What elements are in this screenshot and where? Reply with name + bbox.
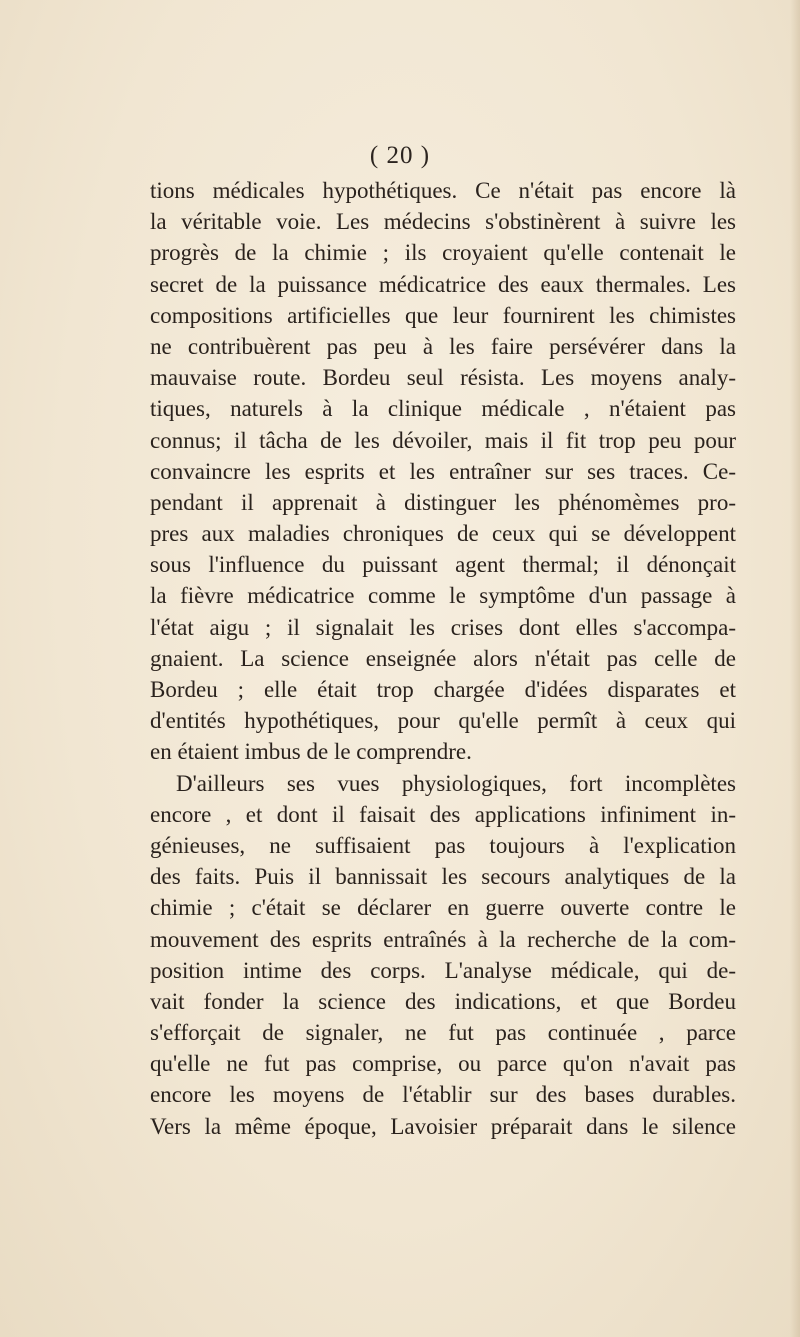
text-line: progrès de la chimie ; ils croyaient qu'elle contenait le xyxy=(150,240,736,266)
text-line: convaincre les esprits et les entraîner sur ses traces. Ce- xyxy=(150,458,736,484)
text-line: position intime des corps. L'analyse médicale, qui de- xyxy=(150,957,736,983)
text-line: pres aux maladies chroniques de ceux qui se développent xyxy=(150,521,736,547)
text-line: mauvaise route. Bordeu seul résista. Les moyens analy- xyxy=(150,365,736,391)
text-line: tions médicales hypothétiques. Ce n'était pas encore là xyxy=(150,178,736,203)
text-line: ne contribuèrent pas peu à les faire persévérer dans la xyxy=(150,333,736,359)
text-line: vait fonder la science des indications, et que Bordeu xyxy=(150,988,736,1014)
text-line: l'état aigu ; il signalait les crises dont elles s'accompa- xyxy=(150,614,736,640)
paragraph-start-line: D'ailleurs ses vues physiologiques, fort incomplètes xyxy=(176,770,736,796)
body-text xyxy=(150,175,736,1142)
page-edge-shadow xyxy=(790,0,800,1337)
text-line: la fièvre médicatrice comme le symptôme d'un passage à xyxy=(150,583,736,609)
text-line: la véritable voie. Les médecins s'obstinèrent à suivre les xyxy=(150,209,736,235)
text-line: tiques, naturels à la clinique médicale , n'étaient pas xyxy=(150,396,736,422)
text-line: mouvement des esprits entraînés à la recherche de la com- xyxy=(150,926,736,952)
text-line: secret de la puissance médicatrice des eaux thermales. Les xyxy=(150,271,736,297)
text-line: chimie ; c'était se déclarer en guerre ouverte contre le xyxy=(150,895,736,921)
text-line: pendant il apprenait à distinguer les phénomèmes pro- xyxy=(150,489,736,515)
text-line: qu'elle ne fut pas comprise, ou parce qu'on n'avait pas xyxy=(150,1051,736,1077)
text-line: génieuses, ne suffisaient pas toujours à l'explication xyxy=(150,832,736,858)
text-line: s'efforçait de signaler, ne fut pas continuée , parce xyxy=(150,1020,736,1046)
text-line: encore , et dont il faisait des applications infiniment in- xyxy=(150,801,736,827)
text-line: encore les moyens de l'établir sur des bases durables. xyxy=(150,1082,736,1108)
paragraph-end-line: en étaient imbus de le comprendre. xyxy=(150,739,472,765)
text-line: sous l'influence du puissant agent thermal; il dénonçait xyxy=(150,552,736,578)
text-line: Vers la même époque, Lavoisier préparait dans le silence xyxy=(150,1113,736,1139)
text-line: gnaient. La science enseignée alors n'était pas celle de xyxy=(150,645,736,671)
text-line: compositions artificielles que leur fournirent les chimistes xyxy=(150,302,736,328)
text-line: d'entités hypothétiques, pour qu'elle permît à ceux qui xyxy=(150,708,736,734)
text-line: Bordeu ; elle était trop chargée d'idées disparates et xyxy=(150,677,736,702)
text-line: connus; il tâcha de les dévoiler, mais il fit trop peu pour xyxy=(150,427,736,453)
text-line: des faits. Puis il bannissait les secours analytiques de la xyxy=(150,864,736,890)
page-number: ( 20 ) xyxy=(369,142,431,169)
